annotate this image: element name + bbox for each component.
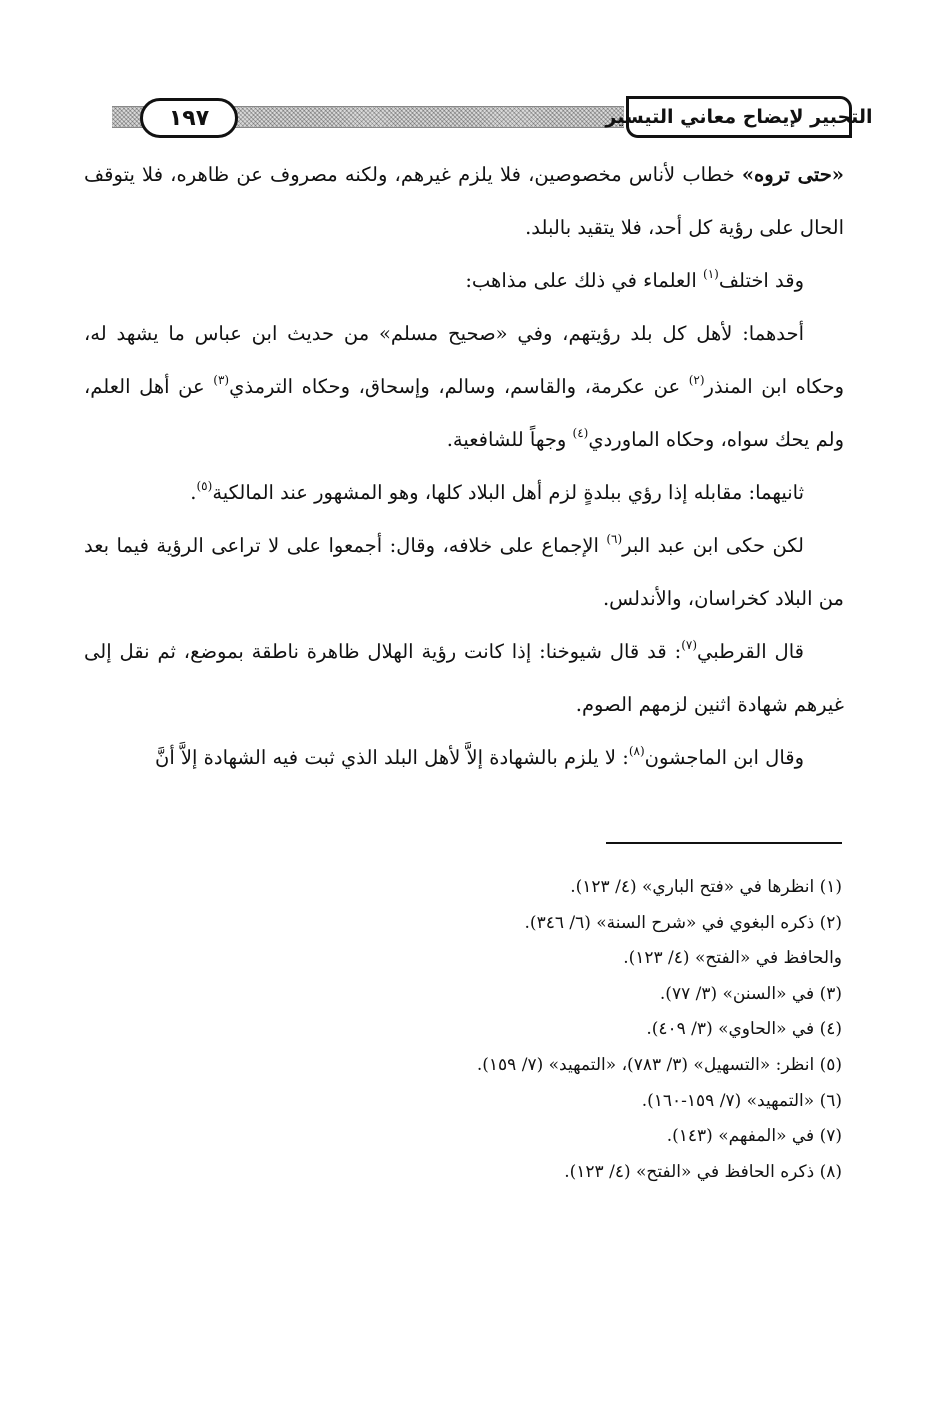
footnote-ref-8: (٨) (628, 744, 645, 758)
main-text (84, 148, 844, 784)
footnote-ref-5: (٥) (196, 479, 213, 493)
paragraph-3-text-d: وجهاً للشافعية. (446, 428, 573, 451)
paragraph-5-text-b: الإجماع على خلافه، وقال: أجمعوا على لا تراعى الرؤية فيما بعد من البلاد كخراسان، والأندلس. (84, 534, 844, 610)
footnote-ref-6: (٦) (606, 532, 623, 546)
paragraph-7-text-a: وقال ابن الماجشون (644, 746, 804, 769)
paragraph-6-text-b: : قد قال شيوخنا: إذا كانت رؤية الهلال ظاهرة ناطقة بموضع، ثم نقل إلى غيرهم شهادة اثنين لزمهم الصوم. (84, 640, 844, 716)
footnote-6: (٦) «التمهيد» (٧/ ١٥٩-١٦٠). (641, 1090, 842, 1111)
paragraph-2-text-b: العلماء في ذلك على مذاهب: (465, 269, 703, 292)
footnote-ref-2: (٢) (688, 373, 705, 387)
paragraph-3 (84, 307, 844, 466)
paragraph-3-text-a: أحدهما: لأهل كل بلد رؤيتهم، وفي «صحيح مسلم» من حديث ابن عباس ما يشهد له، وحكاه ابن المنذر (84, 322, 844, 398)
paragraph-2-text-a: وقد اختلف (718, 269, 804, 292)
footnote-2: (٢) ذكره البغوي في «شرح السنة» (٦/ ٣٤٦). (524, 912, 842, 933)
page-header (112, 96, 873, 144)
paragraph-2 (84, 254, 844, 307)
paragraph-1 (84, 148, 844, 254)
paragraph-6 (84, 625, 844, 731)
page-number (140, 98, 238, 138)
paragraph-7 (84, 731, 844, 784)
paragraph-4-text-a: ثانيهما: مقابله إذا رؤي ببلدةٍ لزم أهل البلاد كلها، وهو المشهور عند المالكية (212, 481, 804, 504)
running-title (605, 96, 873, 138)
footnote-1: (١) انظرها في «فتح الباري» (٤/ ١٢٣). (570, 877, 842, 897)
paragraph-7-text-b: : لا يلزم بالشهادة إلاَّ لأهل البلد الذي ثبت فيه الشهادة إلاَّ أنَّ (155, 746, 629, 769)
footnote-2-continued: والحافظ في «الفتح» (٤/ ١٢٣). (623, 948, 842, 969)
page-number-text: ١٩٧ (168, 105, 210, 131)
paragraph-6-text-a: قال القرطبي (697, 640, 804, 663)
footnote-separator (606, 842, 842, 844)
footnote-ref-4: (٤) (572, 426, 589, 440)
paragraph-5-text-a: لكن حكى ابن عبد البر (622, 534, 804, 557)
paragraph-5 (84, 519, 844, 625)
paragraph-3-text-b: عن عكرمة، والقاسم، وسالم، وإسحاق، وحكاه الترمذي (229, 375, 689, 398)
quoted-phrase: «حتى تروه» (741, 163, 844, 186)
footnote-7: (٧) في «المفهم» (١٤٣). (666, 1126, 842, 1147)
paragraph-1-text: خطاب لأناس مخصوصين، فلا يلزم غيرهم، ولكنه مصروف عن ظاهره، فلا يتوقف الحال على رؤية كل أحد، فلا يتقيد بالبلد. (84, 163, 844, 239)
paragraph-3-text-c: عن أهل العلم، ولم يحك سواه، وحكاه الماوردي (84, 375, 844, 451)
running-title-text: التحبير لإيضاح معاني التيسير (605, 106, 873, 128)
footnote-3: (٣) في «السنن» (٣/ ٧٧). (659, 983, 842, 1004)
footnote-ref-3: (٣) (213, 373, 230, 387)
footnote-8: (٨) ذكره الحافظ في «الفتح» (٤/ ١٢٣). (564, 1161, 842, 1182)
paragraph-4 (84, 466, 844, 519)
footnote-5: (٥) انظر: «التسهيل» (٣/ ٧٨٣)، «التمهيد» (٧/ ١٥٩). (476, 1054, 842, 1075)
footnote-4: (٤) في «الحاوي» (٣/ ٤٠٩). (646, 1019, 842, 1040)
paragraph-4-text-b: . (190, 481, 197, 504)
footnote-ref-1: (١) (703, 267, 719, 281)
footnotes-list (142, 870, 842, 1190)
footnote-ref-7: (٧) (681, 638, 698, 652)
